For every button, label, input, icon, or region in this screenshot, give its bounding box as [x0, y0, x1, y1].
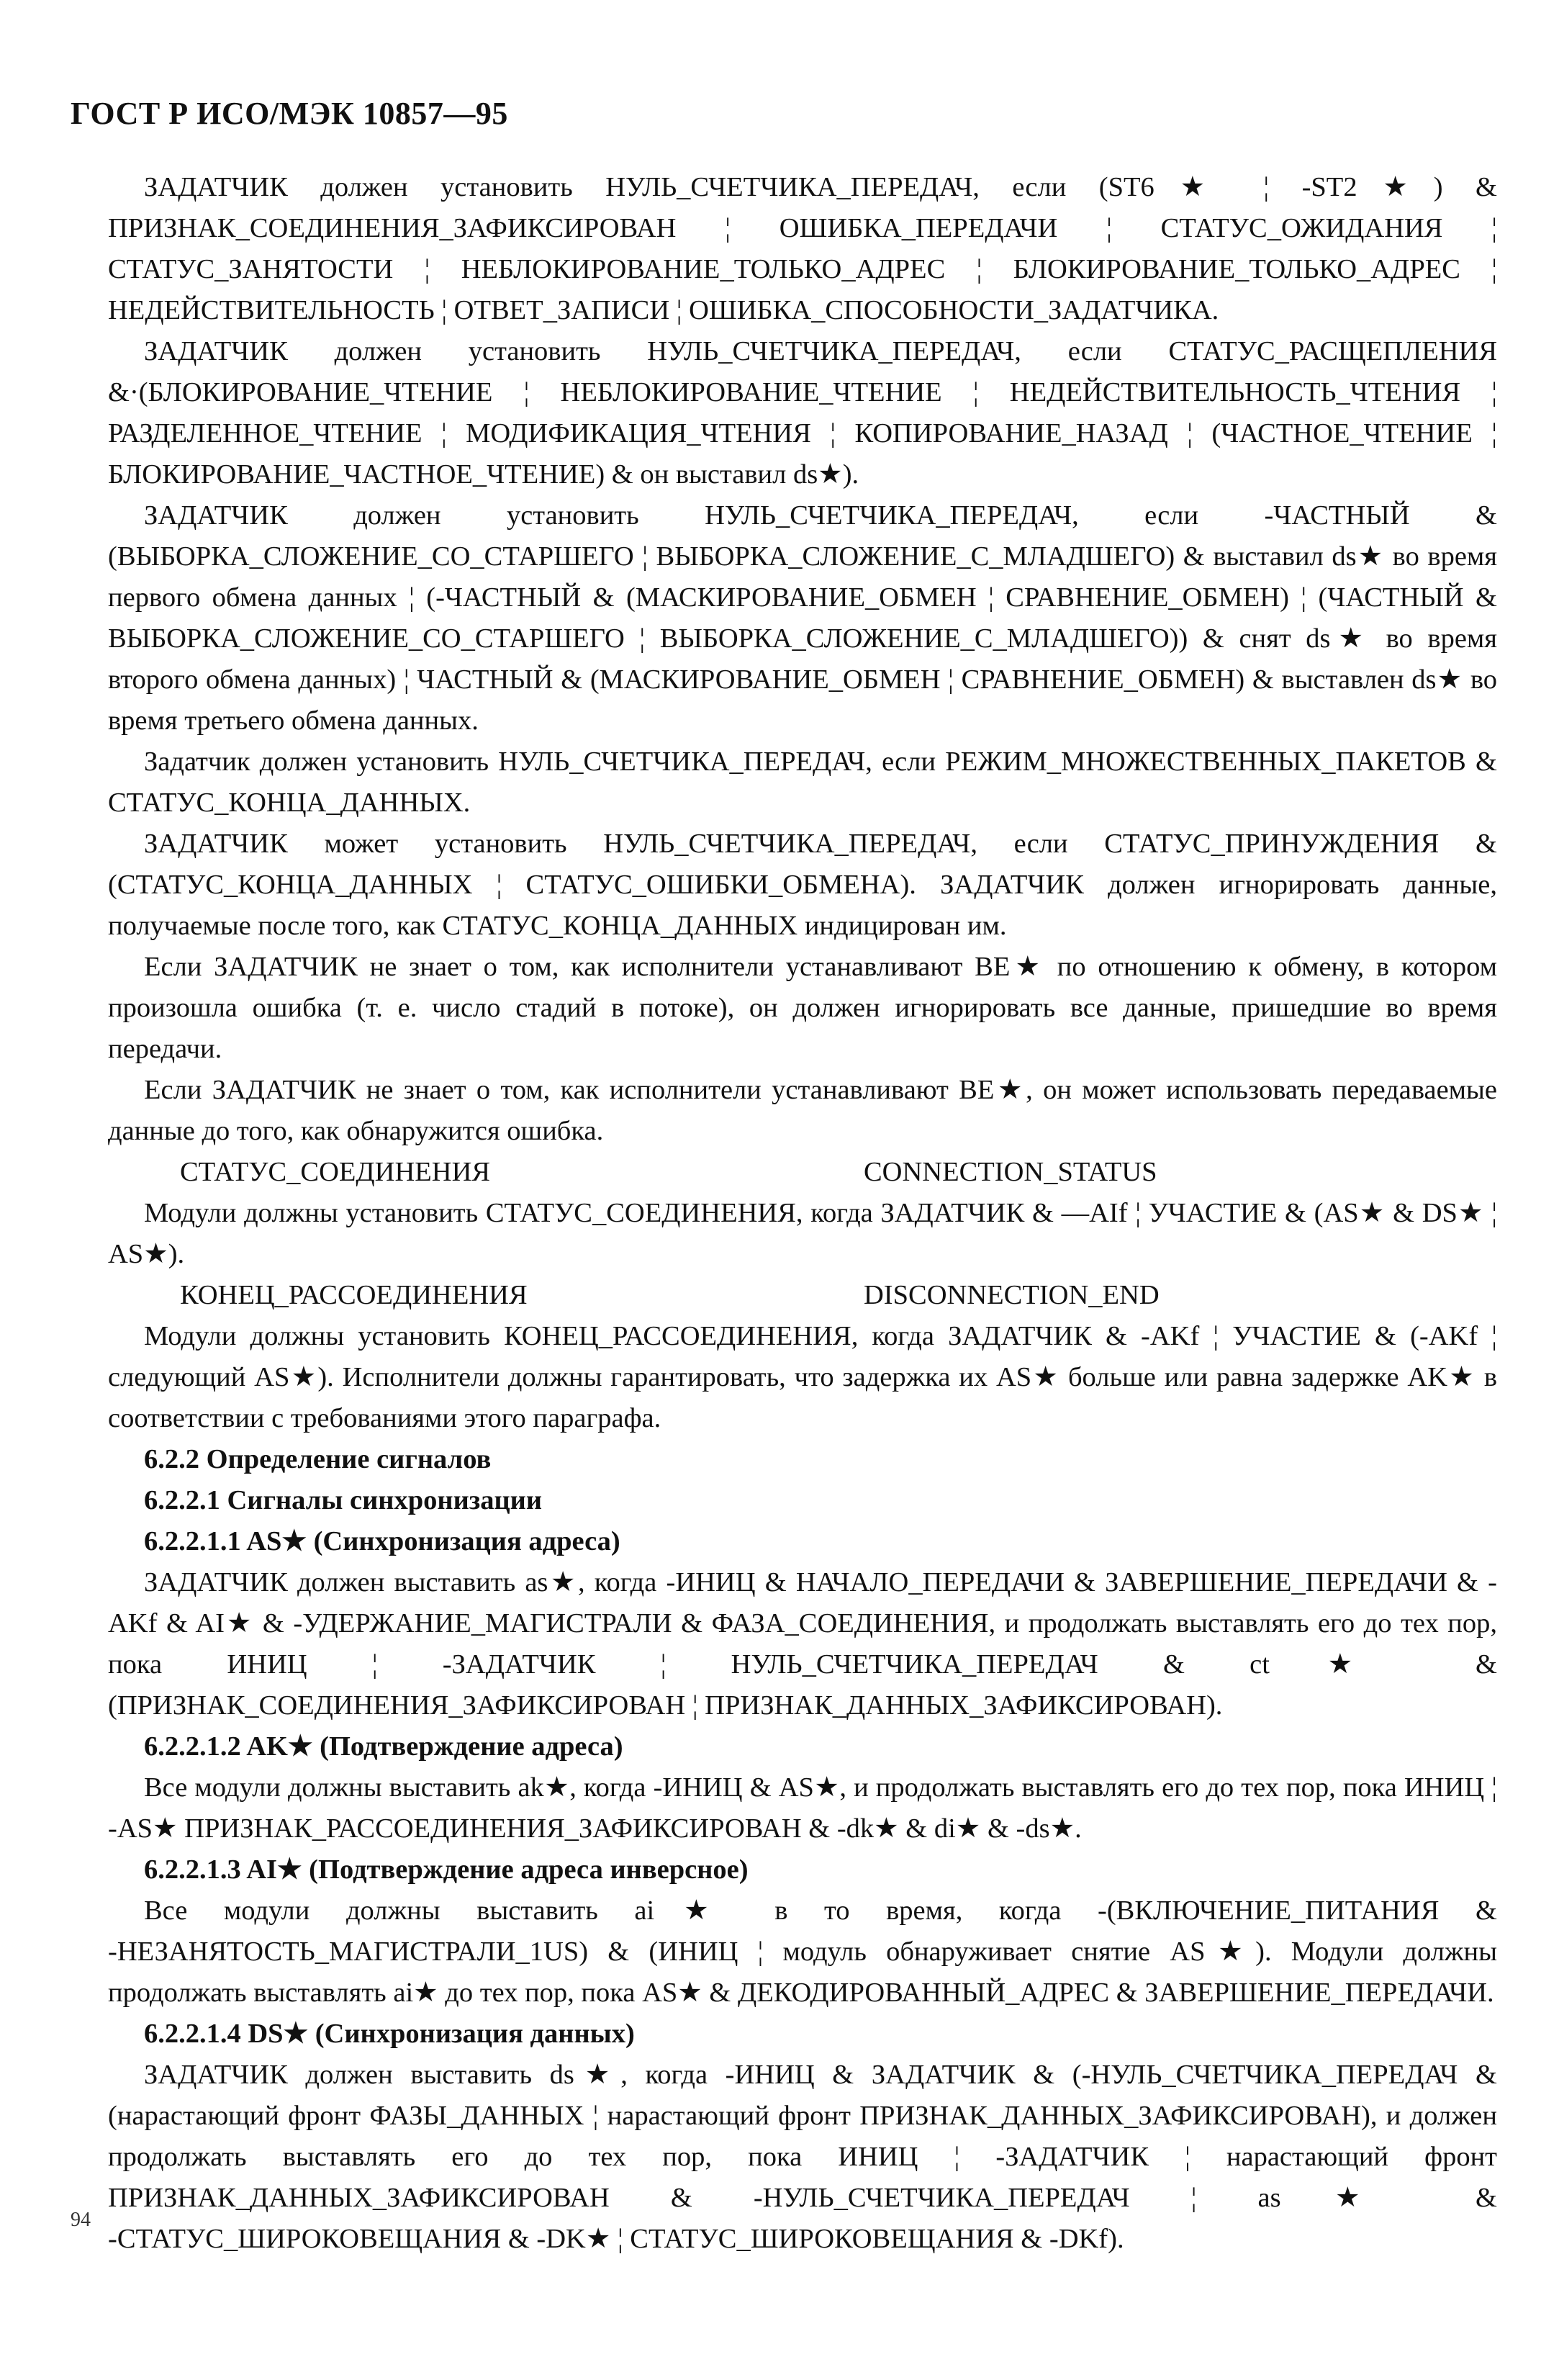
paragraph: ЗАДАТЧИК должен выставить as★, когда -ИНИЦ & НАЧАЛО_ПЕРЕДАЧИ & ЗАВЕРШЕНИЕ_ПЕРЕДАЧИ & -AKf & AI★ & -УДЕРЖАНИЕ_МАГИСТРАЛИ & ФАЗА_СОЕДИНЕНИЯ, и продолжать выставлять его до тех пор, пока ИНИЦ ¦ -ЗАДАТЧИК ¦ НУЛЬ_СЧЕТЧИКА_ПЕРЕДАЧ & ct★ & (ПРИЗНАК_СОЕДИНЕНИЯ_ЗАФИКСИРОВАН ¦ ПРИЗНАК_ДАННЫХ_ЗАФИКСИРОВАН).	[108, 1567, 1497, 1721]
signal-name-en: DISCONNECTION_END	[864, 1280, 1160, 1310]
page-number: 94	[71, 2209, 91, 2231]
body-text	[108, 167, 1497, 2260]
paragraph: Модули должны установить СТАТУС_СОЕДИНЕНИЯ, когда ЗАДАТЧИК & —AIf ¦ УЧАСТИЕ & (AS★ & DS★ ¦ AS★).	[108, 1198, 1497, 1269]
paragraph: ЗАДАТЧИК должен установить НУЛЬ_СЧЕТЧИКА_ПЕРЕДАЧ, если СТАТУС_РАСЩЕПЛЕНИЯ &·(БЛОКИРОВАНИЕ_ЧТЕНИЕ ¦ НЕБЛОКИРОВАНИЕ_ЧТЕНИЕ ¦ НЕДЕЙСТВИТЕЛЬНОСТЬ_ЧТЕНИЯ ¦ РАЗДЕЛЕННОЕ_ЧТЕНИЕ ¦ МОДИФИКАЦИЯ_ЧТЕНИЯ ¦ КОПИРОВАНИЕ_НАЗАД ¦ (ЧАСТНОЕ_ЧТЕНИЕ ¦ БЛОКИРОВАНИЕ_ЧАСТНОЕ_ЧТЕНИЕ) & он выставил ds★).	[108, 336, 1497, 490]
signal-name-en: CONNECTION_STATUS	[864, 1157, 1157, 1187]
paragraph: Если ЗАДАТЧИК не знает о том, как исполнители устанавливают BE★ по отношению к обмену, в котором произошла ошибка (т. е. число стадий в потоке), он должен игнорировать все данные, пришедшие во время передачи.	[108, 952, 1497, 1064]
running-header: ГОСТ Р ИСО/МЭК 10857—95	[71, 96, 508, 131]
signal-name-ru: СТАТУС_СОЕДИНЕНИЯ	[180, 1157, 491, 1187]
section-heading: 6.2.2.1 Сигналы синхронизации	[144, 1485, 543, 1515]
section-heading: 6.2.2.1.2 AK★ (Подтверждение адреса)	[144, 1731, 623, 1762]
paragraph: Задатчик должен установить НУЛЬ_СЧЕТЧИКА_ПЕРЕДАЧ, если РЕЖИМ_МНОЖЕСТВЕННЫХ_ПАКЕТОВ & СТАТУС_КОНЦА_ДАННЫХ.	[108, 747, 1497, 818]
section-heading: 6.2.2 Определение сигналов	[144, 1444, 492, 1474]
section-heading: 6.2.2.1.1 AS★ (Синхронизация адреса)	[144, 1526, 620, 1556]
signal-name-row	[108, 1152, 1497, 1193]
paragraph: Все модули должны выставить ai★ в то время, когда -(ВКЛЮЧЕНИЕ_ПИТАНИЯ & -НЕЗАНЯТОСТЬ_МАГИСТРАЛИ_1US) & (ИНИЦ ¦ модуль обнаруживает снятие AS★). Модули должны продолжать выставлять ai★ до тех пор, пока AS★ & ДЕКОДИРОВАННЫЙ_АДРЕС & ЗАВЕРШЕНИЕ_ПЕРЕДАЧИ.	[108, 1896, 1497, 2008]
paragraph: Все модули должны выставить ak★, когда -ИНИЦ & AS★, и продолжать выставлять его до тех пор, пока ИНИЦ ¦ -AS★ ПРИЗНАК_РАССОЕДИНЕНИЯ_ЗАФИКСИРОВАН & -dk★ & di★ & -ds★.	[108, 1772, 1497, 1844]
section-heading: 6.2.2.1.3 AI★ (Подтверждение адреса инверсное)	[144, 1854, 749, 1885]
paragraph: ЗАДАТЧИК может установить НУЛЬ_СЧЕТЧИКА_ПЕРЕДАЧ, если СТАТУС_ПРИНУЖДЕНИЯ & (СТАТУС_КОНЦА_ДАННЫХ ¦ СТАТУС_ОШИБКИ_ОБМЕНА). ЗАДАТЧИК должен игнорировать данные, получаемые после того, как СТАТУС_КОНЦА_ДАННЫХ индицирован им.	[108, 829, 1497, 941]
section-heading: 6.2.2.1.4 DS★ (Синхронизация данных)	[144, 2019, 635, 2049]
signal-name-ru: КОНЕЦ_РАССОЕДИНЕНИЯ	[180, 1280, 528, 1310]
paragraph: ЗАДАТЧИК должен выставить ds★, когда -ИНИЦ & ЗАДАТЧИК & (-НУЛЬ_СЧЕТЧИКА_ПЕРЕДАЧ & (нарастающий фронт ФАЗЫ_ДАННЫХ ¦ нарастающий фронт ПРИЗНАК_ДАННЫХ_ЗАФИКСИРОВАН), и должен продолжать выставлять его до тех пор, пока ИНИЦ ¦ -ЗАДАТЧИК ¦ нарастающий фронт ПРИЗНАК_ДАННЫХ_ЗАФИКСИРОВАН & -НУЛЬ_СЧЕТЧИКА_ПЕРЕДАЧ ¦ as★ & -СТАТУС_ШИРОКОВЕЩАНИЯ & -DK★ ¦ СТАТУС_ШИРОКОВЕЩАНИЯ & -DKf).	[108, 2060, 1497, 2254]
paragraph: ЗАДАТЧИК должен установить НУЛЬ_СЧЕТЧИКА_ПЕРЕДАЧ, если -ЧАСТНЫЙ & (ВЫБОРКА_СЛОЖЕНИЕ_СО_СТАРШЕГО ¦ ВЫБОРКА_СЛОЖЕНИЕ_С_МЛАДШЕГО) & выставил ds★ во время первого обмена данных ¦ (-ЧАСТНЫЙ & (МАСКИРОВАНИЕ_ОБМЕН ¦ СРАВНЕНИЕ_ОБМЕН) ¦ (ЧАСТНЫЙ & ВЫБОРКА_СЛОЖЕНИЕ_СО_СТАРШЕГО ¦ ВЫБОРКА_СЛОЖЕНИЕ_С_МЛАДШЕГО)) & снят ds★ во время второго обмена данных) ¦ ЧАСТНЫЙ & (МАСКИРОВАНИЕ_ОБМЕН ¦ СРАВНЕНИЕ_ОБМЕН) & выставлен ds★ во время третьего обмена данных.	[108, 500, 1497, 736]
paragraph: Модули должны установить КОНЕЦ_РАССОЕДИНЕНИЯ, когда ЗАДАТЧИК & -AKf ¦ УЧАСТИЕ & (-AKf ¦ следующий AS★). Исполнители должны гарантировать, что задержка их AS★ больше или равна задержке AK★ в соответствии с требованиями этого параграфа.	[108, 1321, 1497, 1433]
signal-name-row	[108, 1275, 1497, 1316]
paragraph: ЗАДАТЧИК должен установить НУЛЬ_СЧЕТЧИКА_ПЕРЕДАЧ, если (ST6★ ¦ -ST2★) & ПРИЗНАК_СОЕДИНЕНИЯ_ЗАФИКСИРОВАН ¦ ОШИБКА_ПЕРЕДАЧИ ¦ СТАТУС_ОЖИДАНИЯ ¦ СТАТУС_ЗАНЯТОСТИ ¦ НЕБЛОКИРОВАНИЕ_ТОЛЬКО_АДРЕС ¦ БЛОКИРОВАНИЕ_ТОЛЬКО_АДРЕС ¦ НЕДЕЙСТВИТЕЛЬНОСТЬ ¦ ОТВЕТ_ЗАПИСИ ¦ ОШИБКА_СПОСОБНОСТИ_ЗАДАТЧИКА.	[108, 172, 1497, 325]
paragraph: Если ЗАДАТЧИК не знает о том, как исполнители устанавливают BE★, он может использовать передаваемые данные до того, как обнаружится ошибка.	[108, 1075, 1497, 1146]
